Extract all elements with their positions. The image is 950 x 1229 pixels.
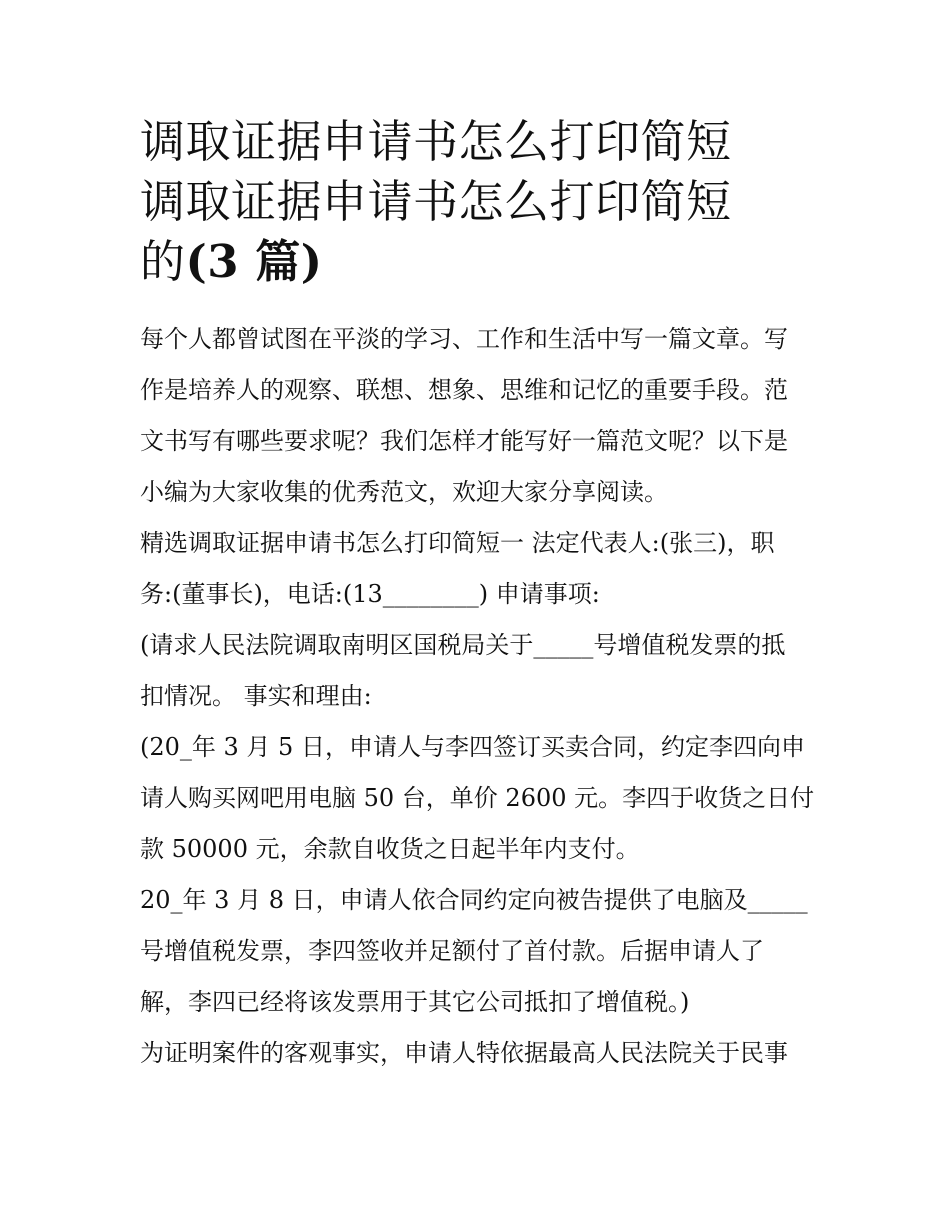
text-line: 请人购买网吧用电脑 50 台，单价 2600 元。李四于收货之日付 [140,784,815,812]
paragraph-request [140,620,820,722]
paragraph-facts-2 [140,875,820,1028]
paragraph-applicant [140,518,820,620]
document-page [140,112,820,1079]
text-line: 作是培养人的观察、联想、想象、思维和记忆的重要手段。范 [140,376,788,404]
text-line: 20_年 3 月 8 日，申请人依合同约定向被告提供了电脑及_____ [140,886,808,914]
text-line: 为证明案件的客观事实，申请人特依据最高人民法院关于民事 [140,1039,788,1067]
paragraph-evidence [140,1028,820,1079]
text-line: 款 50000 元，余款自收货之日起半年内支付。 [140,835,640,863]
title-line-1: 调取证据申请书怎么打印简短 [140,115,732,168]
text-line: 务:(董事长)，电话:(13________) 申请事项: [140,580,600,608]
text-line: 号增值税发票，李四签收并足额付了首付款。后据申请人了 [140,937,764,965]
title-last-prefix: 的 [140,235,186,288]
paragraph-intro [140,314,820,518]
document-body [140,314,820,1079]
title-last-suffix: (3 篇) [185,235,323,288]
text-line: (请求人民法院调取南明区国税局关于_____号增值税发票的抵 [140,631,786,659]
text-line: 精选调取证据申请书怎么打印简短一 法定代表人:(张三)，职 [140,529,775,557]
text-line: 小编为大家收集的优秀范文，欢迎大家分享阅读。 [140,478,668,506]
text-line: 扣情况。 事实和理由: [140,682,372,710]
title-line-3 [140,232,820,292]
paragraph-facts-1 [140,722,820,875]
text-line: 每个人都曾试图在平淡的学习、工作和生活中写一篇文章。写 [140,325,788,353]
text-line: (20_年 3 月 5 日，申请人与李四签订买卖合同，约定李四向申 [140,733,805,761]
text-line: 解，李四已经将该发票用于其它公司抵扣了增值税。) [140,988,690,1016]
text-line: 文书写有哪些要求呢？我们怎样才能写好一篇范文呢？以下是 [140,427,788,455]
title-line-2: 调取证据申请书怎么打印简短 [140,175,732,228]
document-title [140,112,820,292]
